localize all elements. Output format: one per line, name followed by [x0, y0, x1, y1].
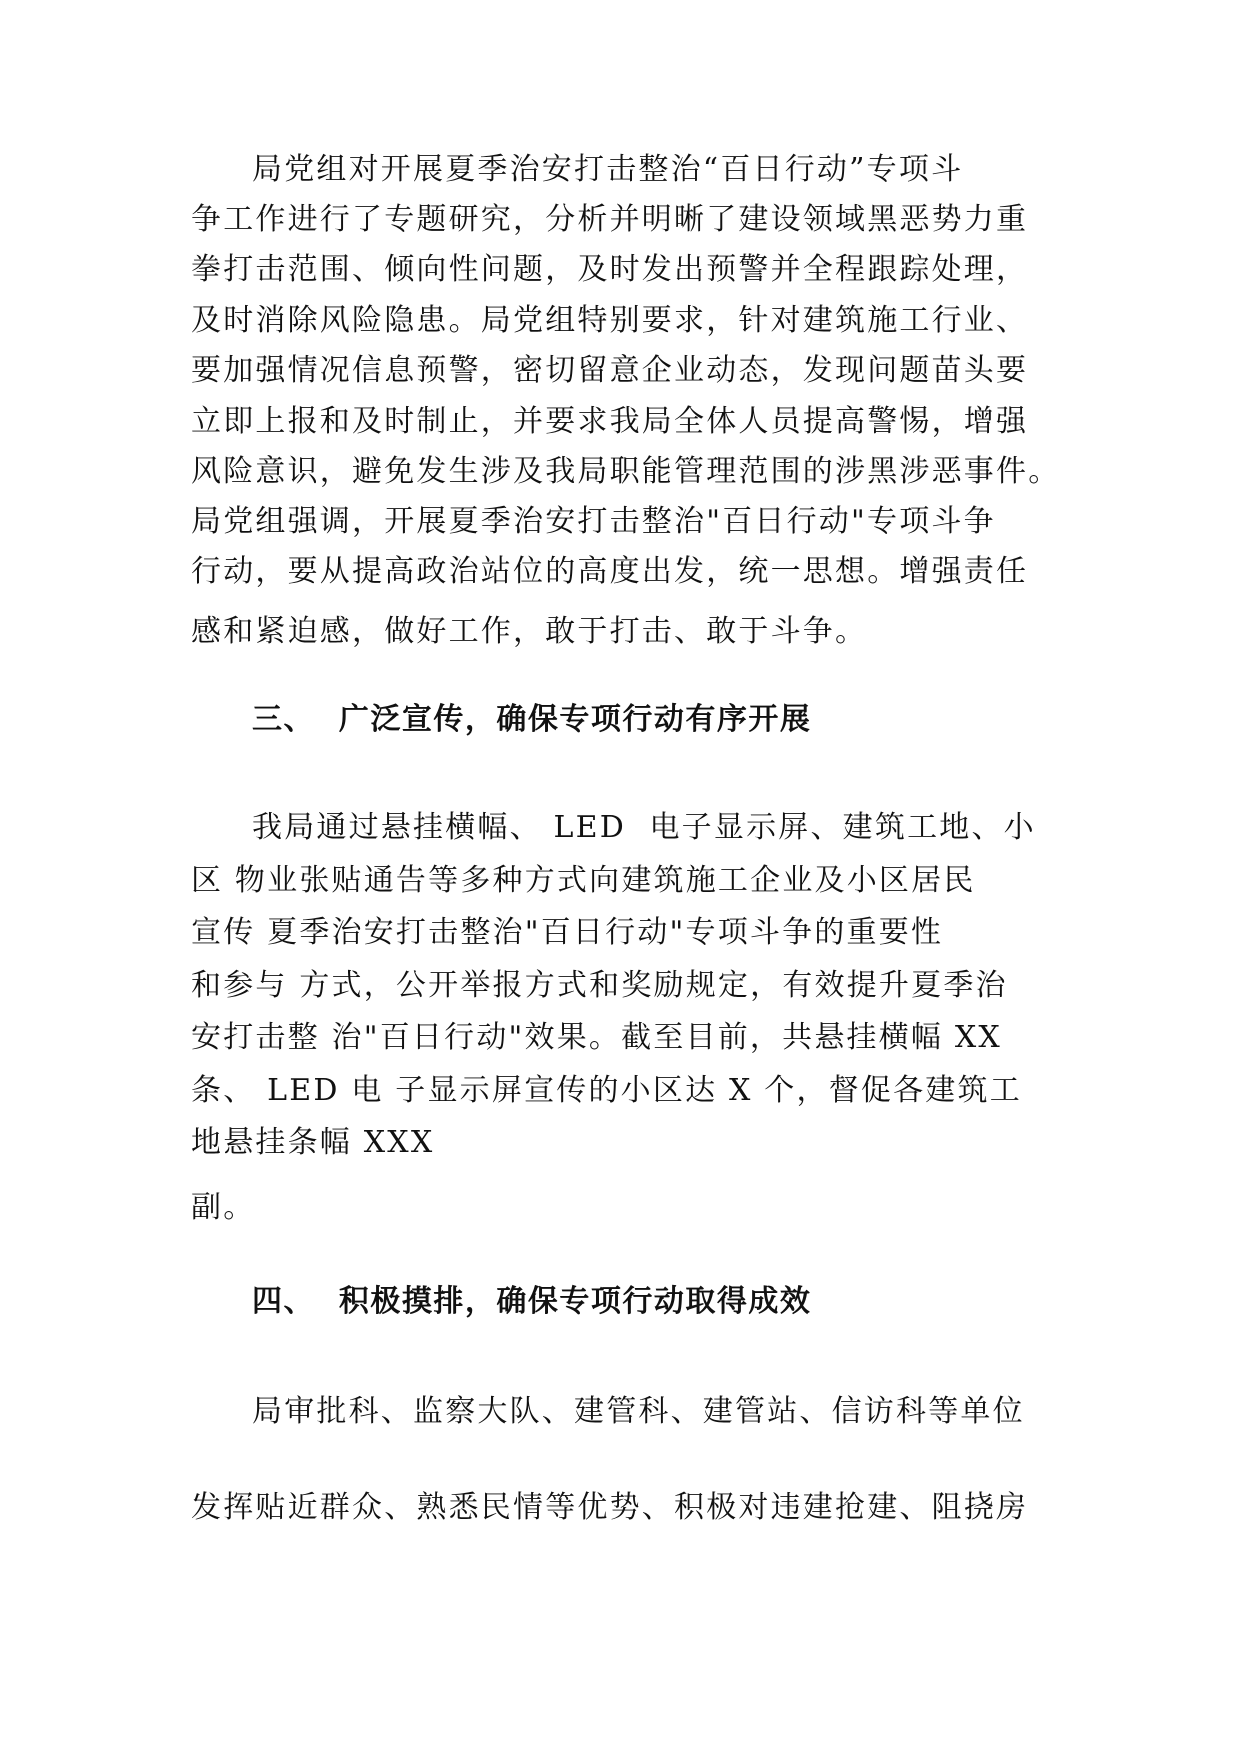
paragraph-2-line: 宣传 夏季治安打击整治"百日行动"专项斗争的重要性: [191, 915, 944, 950]
paragraph-2-line: 和参与 方式，公开举报方式和奖励规定，有效提升夏季治: [191, 968, 1008, 1003]
paragraph-1-line: 要加强情况信息预警，密切留意企业动态，发现问题苗头要: [191, 353, 1029, 388]
paragraph-1-line: 立即上报和及时制止，并要求我局全体人员提高警惕，增强: [191, 404, 1029, 439]
paragraph-1-line: 争工作进行了专题研究，分析并明晰了建设领域黑恶势力重: [191, 202, 1029, 237]
paragraph-2-line: 区 物业张贴通告等多种方式向建筑施工企业及小区居民: [191, 863, 976, 898]
section-heading-3: 三、 广泛宣传，确保专项行动有序开展: [252, 702, 812, 737]
paragraph-1-line: 风险意识，避免发生涉及我局职能管理范围的涉黑涉恶事件。: [191, 454, 1061, 489]
paragraph-1-line: 及时消除风险隐患。局党组特别要求，针对建筑施工行业、: [191, 303, 1029, 338]
paragraph-1-line: 感和紧迫感，做好工作，敢于打击、敢于斗争。: [191, 614, 868, 649]
paragraph-1-line: 拳打击范围、倾向性问题，及时发出预警并全程跟踪处理，: [191, 252, 1029, 287]
paragraph-1-line: 局党组对开展夏季治安打击整治“百日行动”专项斗: [252, 152, 964, 187]
paragraph-2-line: 地悬挂条幅 XXX: [191, 1125, 435, 1160]
paragraph-3-line: 发挥贴近群众、熟悉民情等优势、积极对违建抢建、阻挠房: [191, 1490, 1029, 1525]
paragraph-2-line: 副。: [191, 1190, 256, 1225]
paragraph-2-line: 我局通过悬挂横幅、 LED 电子显示屏、建筑工地、小: [252, 810, 1036, 845]
paragraph-2-line: 条、 LED 电 子显示屏宣传的小区达 X 个，督促各建筑工: [191, 1073, 1022, 1108]
paragraph-3-line: 局审批科、监察大队、建管科、建管站、信访科等单位: [252, 1394, 1025, 1429]
paragraph-1-line: 局党组强调，开展夏季治安打击整治"百日行动"专项斗争: [191, 504, 996, 539]
section-heading-4: 四、 积极摸排，确保专项行动取得成效: [252, 1284, 812, 1319]
paragraph-2-line: 安打击整 治"百日行动"效果。截至目前，共悬挂横幅 XX: [191, 1020, 1002, 1055]
paragraph-1-line: 行动，要从提高政治站位的高度出发，统一思想。增强责任: [191, 554, 1029, 589]
